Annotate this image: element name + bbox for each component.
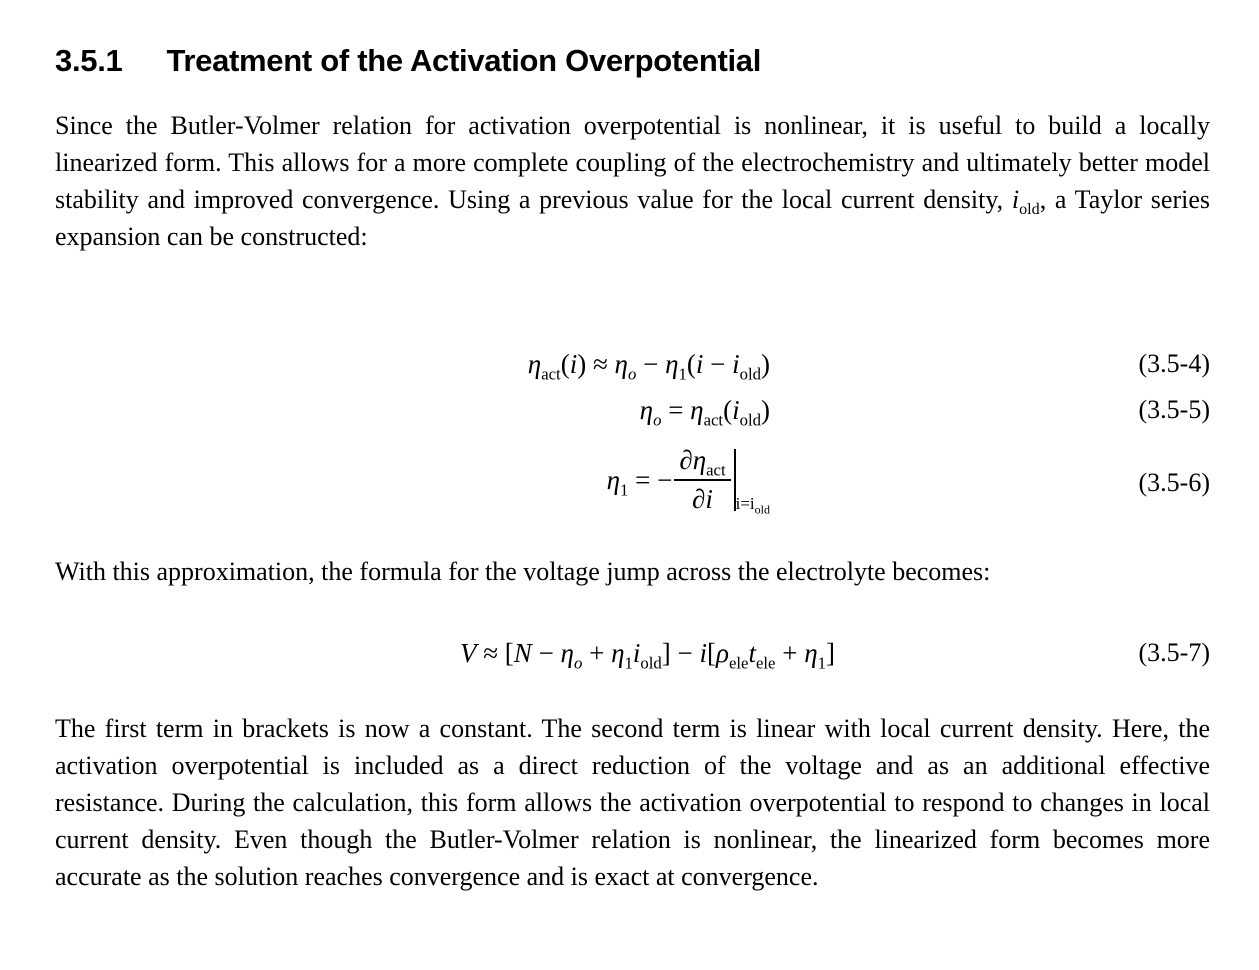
- equation-3-5-6: [55, 435, 1210, 531]
- equation-3-5-4-number: (3.5-4): [1138, 349, 1210, 378]
- equation-group: [55, 343, 1210, 531]
- equation-3-5-5-number: (3.5-5): [1138, 395, 1210, 424]
- paragraph-transition: With this approximation, the formula for the voltage jump across the electrolyte becomes:: [55, 557, 991, 586]
- equation-3-5-5-math: $\eta_o = \eta_{act}(i_{old})$: [639, 394, 770, 429]
- section-heading: [55, 42, 1210, 79]
- equation-3-5-6-number: (3.5-6): [1138, 468, 1210, 497]
- paragraph-intro: Since the Butler-Volmer relation for activation overpotential is nonlinear, it is useful to build a locally linearized form. This allows for a more complete coupling of the electrochemistry and ultimately better model stability and improved convergence. Using a previous value for the local current density, $i_{old}$, a Taylor series expansion can be constructed:: [55, 111, 1210, 251]
- equation-3-5-7-math: $V \approx [N - \eta_o + \eta_1i_{old}] - i[\rho_{ele}t_{ele} + \eta_1]$: [459, 637, 836, 672]
- equation-3-5-7: [55, 630, 1210, 676]
- equation-3-5-4: [55, 343, 1210, 385]
- paragraph-closing: The first term in brackets is now a constant. The second term is linear with local current density. Here, the activation overpotential is included as a direct reduction of the voltage and as an additional effective resistance. During the calculation, this form allows the activation overpotential to respond to changes in local current density. Even though the Butler-Volmer relation is nonlinear, the linearized form becomes more accurate as the solution reaches convergence and is exact at convergence.: [55, 714, 1210, 891]
- equation-3-5-7-number: (3.5-7): [1138, 638, 1210, 667]
- equation-3-5-4-math: $\eta_{act}(i) \approx \eta_o - \eta_1(i - i_{old})$: [527, 348, 770, 383]
- section-number: 3.5.1: [55, 43, 123, 78]
- equation-3-5-5: [55, 389, 1210, 431]
- equation-3-5-6-math: $\eta_1$ = − $\frac{\partial\eta_{act}}{\partial i}$ $_{i=i_{old}}$: [606, 445, 770, 517]
- section-title: Treatment of the Activation Overpotential: [166, 43, 762, 78]
